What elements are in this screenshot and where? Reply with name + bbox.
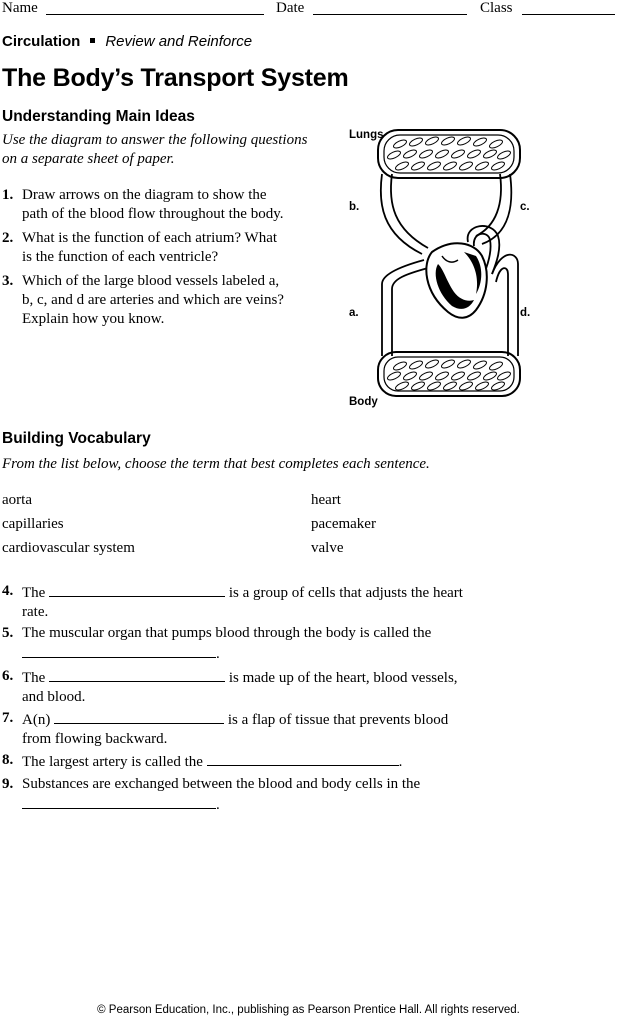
worksheet-header [0, 0, 617, 18]
body-capillary-bed [378, 352, 520, 396]
vocab-intro: From the list below, choose the term that best completes each sentence. [2, 456, 430, 472]
question-7 [2, 709, 602, 749]
question-number: 7. [2, 710, 14, 726]
question-line: What is the function of each atrium? What [22, 230, 278, 246]
question-text: . [216, 646, 220, 662]
question-line: The muscular organ that pumps blood through the body is called the [22, 625, 432, 641]
question-text: The largest artery is called the [22, 754, 203, 770]
question-text: The [22, 670, 46, 686]
heart-shape [426, 243, 486, 317]
answer-blank[interactable] [22, 643, 216, 658]
term-list-left [2, 488, 135, 560]
term-list-right [311, 488, 376, 560]
question-line: rate. [22, 604, 49, 620]
section-subtitle: Review and Reinforce [105, 33, 253, 50]
page-title: The Body’s Transport System [2, 64, 349, 92]
class-field[interactable] [522, 14, 615, 15]
intro-line: Use the diagram to answer the following questions [2, 132, 308, 148]
question-text: The [22, 585, 46, 601]
class-label: Class [480, 0, 513, 16]
question-number: 8. [2, 752, 14, 768]
question-text: is a group of cells that adjusts the heart [228, 585, 463, 601]
main-ideas-intro [2, 131, 307, 169]
question-number: 2. [2, 230, 14, 246]
question-number: 6. [2, 668, 14, 684]
question-6 [2, 667, 602, 707]
question-number: 1. [2, 187, 14, 203]
answer-blank[interactable] [49, 667, 225, 682]
question-line: Which of the large blood vessels labeled a, [22, 273, 280, 289]
vocab-term: cardiovascular system [2, 540, 135, 556]
section-row [2, 33, 252, 50]
body-label: Body [349, 396, 378, 408]
heart-vessels-svg [372, 124, 542, 414]
section-name: Circulation [2, 33, 81, 50]
question-line: from flowing backward. [22, 731, 168, 747]
vocab-term: aorta [2, 492, 32, 508]
answer-blank[interactable] [207, 751, 399, 766]
question-number: 9. [2, 776, 14, 792]
name-field[interactable] [46, 14, 264, 15]
vessel-label-a: a. [349, 307, 359, 319]
answer-blank[interactable] [49, 582, 225, 597]
vocab-term: valve [311, 540, 344, 556]
vocab-heading: Building Vocabulary [2, 430, 151, 447]
question-line: Substances are exchanged between the blood and body cells in the [22, 776, 421, 792]
question-number: 5. [2, 625, 14, 641]
question-line: and blood. [22, 689, 86, 705]
question-number: 3. [2, 273, 14, 289]
question-text: A(n) [22, 712, 51, 728]
vocab-term: capillaries [2, 516, 64, 532]
vocab-term: pacemaker [311, 516, 376, 532]
date-field[interactable] [313, 14, 467, 15]
question-line: b, c, and d are arteries and which are veins? [22, 292, 284, 308]
question-text: is a flap of tissue that prevents blood [227, 712, 449, 728]
question-text: . [216, 797, 220, 813]
vocab-term: heart [311, 492, 341, 508]
vessel-label-d: d. [520, 307, 531, 319]
question-text: . [398, 754, 403, 770]
vessel-label-b: b. [349, 201, 360, 213]
main-ideas-heading: Understanding Main Ideas [2, 108, 195, 125]
question-1 [2, 186, 342, 226]
copyright-footer: © Pearson Education, Inc., publishing as Pearson Prentice Hall. All rights reserved. [97, 1004, 520, 1016]
answer-blank[interactable] [54, 709, 224, 724]
vessel-label-c: c. [520, 201, 530, 213]
lungs-label: Lungs [349, 129, 384, 141]
question-9 [2, 775, 602, 815]
intro-line: on a separate sheet of paper. [2, 151, 175, 167]
question-number: 4. [2, 583, 14, 599]
lungs-capillary-bed [378, 130, 520, 178]
question-text: is made up of the heart, blood vessels, [228, 670, 458, 686]
question-3 [2, 272, 342, 332]
question-line: Explain how you know. [22, 311, 165, 327]
circulation-diagram [342, 124, 542, 414]
question-line: Draw arrows on the diagram to show the [22, 187, 267, 203]
bullet-icon [90, 38, 95, 43]
name-label: Name [2, 0, 38, 16]
question-5 [2, 624, 602, 664]
date-label: Date [276, 0, 305, 16]
question-2 [2, 229, 342, 269]
answer-blank[interactable] [22, 794, 216, 809]
question-line: path of the blood flow throughout the body. [22, 206, 284, 222]
question-line: is the function of each ventricle? [22, 249, 219, 265]
question-4 [2, 582, 602, 622]
question-8 [2, 751, 602, 771]
